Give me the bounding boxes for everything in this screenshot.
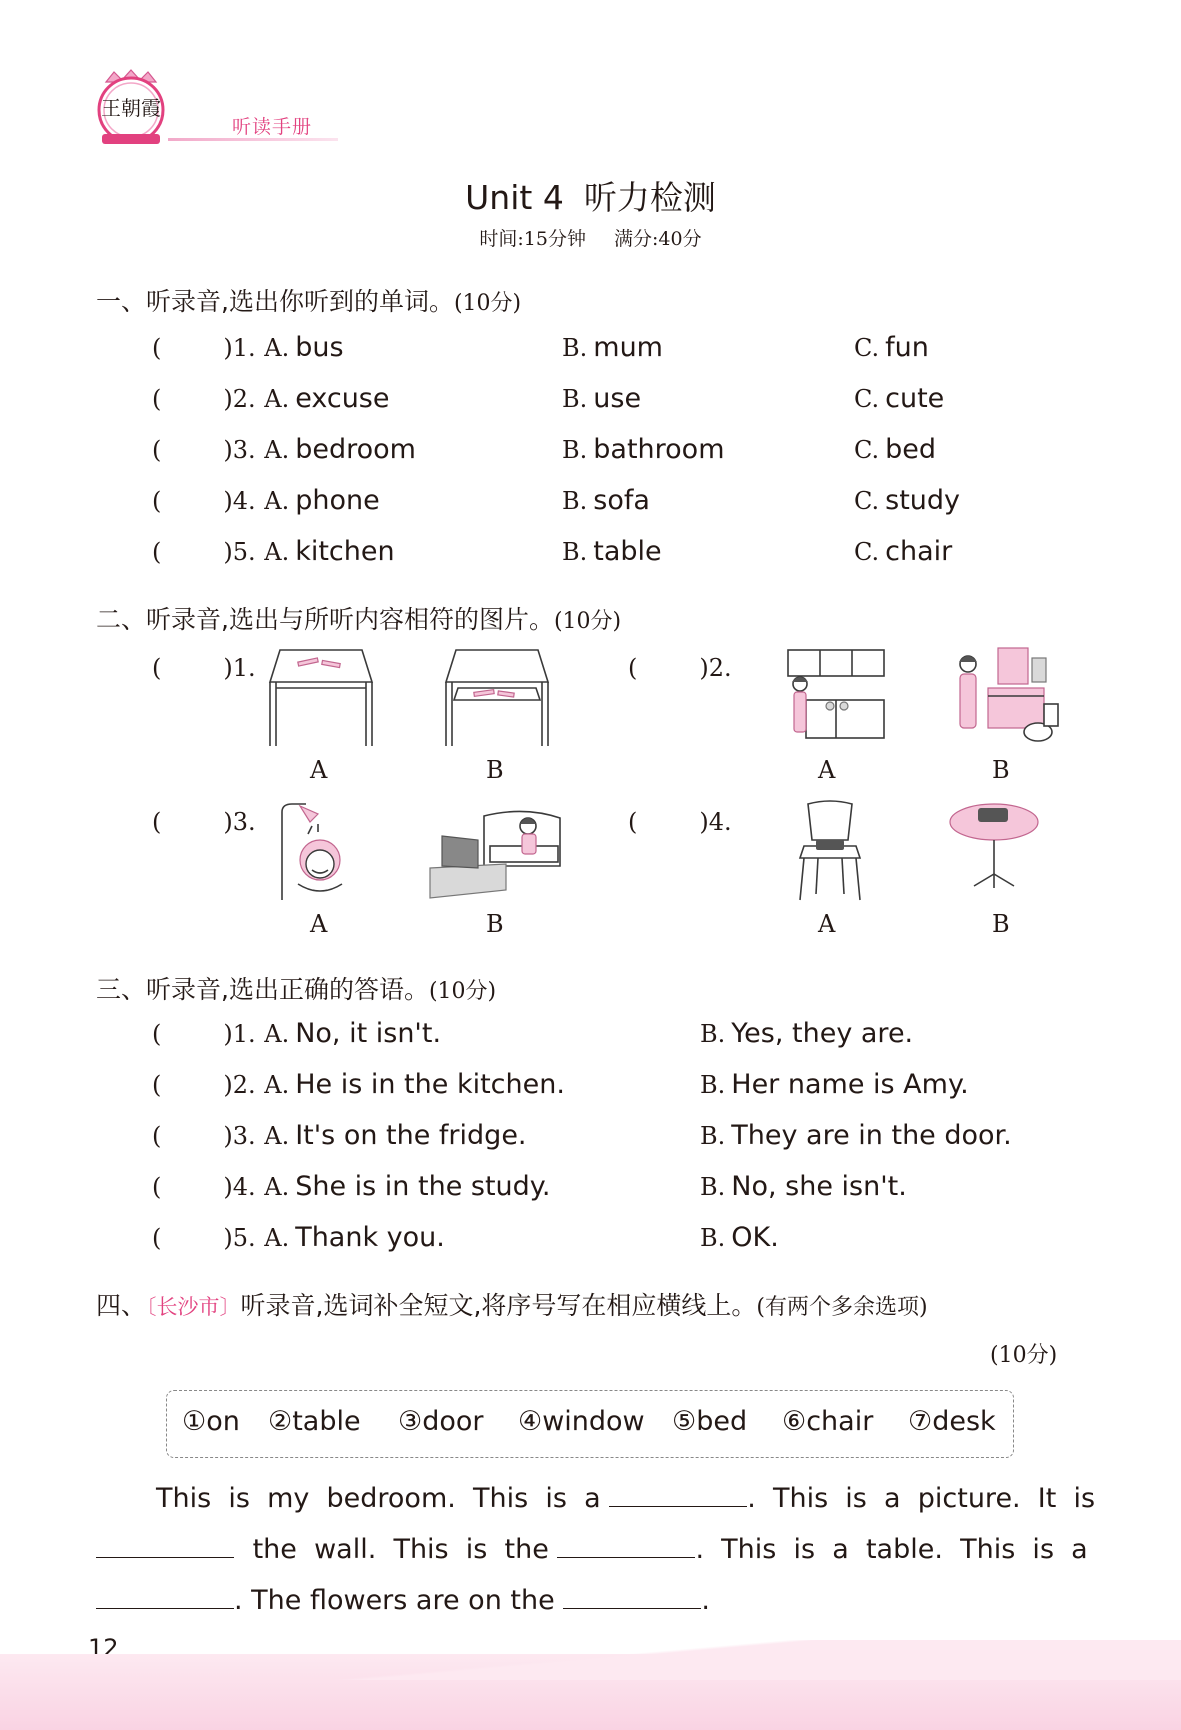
answer-paren[interactable]: (	[152, 385, 162, 413]
answer-paren[interactable]: (	[152, 1071, 162, 1099]
phone-on-round-table-image[interactable]	[948, 800, 1040, 890]
option-b-letter: B.	[700, 1122, 726, 1150]
list-item	[152, 1018, 441, 1049]
question-number: )1.	[223, 1020, 256, 1048]
girl-on-sofa-with-tv-image[interactable]	[428, 806, 564, 902]
boy-in-shower-image[interactable]	[268, 802, 368, 902]
word-option[interactable]: ④window	[518, 1406, 645, 1437]
option-b[interactable]: Her name is Amy.	[731, 1069, 969, 1100]
section1-heading	[96, 282, 521, 318]
question-number: )4.	[223, 1173, 256, 1201]
answer-blank[interactable]	[96, 1582, 234, 1609]
option-a-letter: A.	[264, 1224, 290, 1252]
picture-label-b: B	[992, 910, 1010, 938]
option-c-letter: C.	[854, 487, 880, 515]
logo-text: 王朝霞	[101, 96, 161, 120]
picture-label-a: A	[310, 910, 328, 938]
section1-points: (10分)	[453, 291, 522, 316]
answer-paren[interactable]: (	[152, 487, 162, 515]
subtitle-time: 时间:15分钟	[479, 228, 586, 250]
list-item	[152, 1120, 527, 1151]
option-a-letter: A.	[264, 385, 290, 413]
section3-heading	[96, 970, 496, 1006]
option-c-letter: C.	[854, 385, 880, 413]
section3-points: (10分)	[428, 979, 497, 1004]
answer-paren[interactable]: (	[152, 538, 162, 566]
option-a-letter: A.	[264, 1173, 290, 1201]
option-a-letter: A.	[264, 436, 290, 464]
list-item	[152, 1069, 565, 1100]
word-option[interactable]: ⑥chair	[782, 1406, 874, 1437]
option-a-letter: A.	[264, 1020, 290, 1048]
word-option[interactable]: ①on	[182, 1406, 240, 1437]
option-b[interactable]: OK.	[731, 1222, 779, 1253]
phone-on-chair-image[interactable]	[796, 800, 864, 902]
region-tag: 〔长沙市〕	[146, 1295, 241, 1319]
section4-heading	[96, 1286, 928, 1322]
answer-paren[interactable]: (	[628, 654, 638, 682]
option-b[interactable]: bathroom	[593, 434, 725, 465]
option-b[interactable]: Yes, they are.	[731, 1018, 914, 1049]
option-a[interactable]: No, it isn't.	[295, 1018, 442, 1049]
answer-paren[interactable]: (	[152, 334, 162, 362]
page-subtitle	[0, 224, 1181, 251]
option-b[interactable]: No, she isn't.	[731, 1171, 907, 1202]
question-number: )1.	[223, 334, 256, 362]
option-a[interactable]: bus	[295, 332, 344, 363]
option-a[interactable]: excuse	[295, 383, 390, 414]
option-a[interactable]: He is in the kitchen.	[295, 1069, 565, 1100]
passage-text: the wall. This is the	[252, 1534, 549, 1565]
word-option[interactable]: ②table	[268, 1406, 361, 1437]
option-b-cell	[562, 536, 662, 567]
question-number: )2.	[699, 654, 732, 682]
option-b-letter: B.	[562, 385, 588, 413]
option-b-cell	[700, 1171, 907, 1202]
list-item	[152, 1222, 445, 1253]
picture-label-b: B	[992, 756, 1010, 784]
girl-in-bathroom-image[interactable]	[948, 644, 1060, 744]
option-b[interactable]: They are in the door.	[731, 1120, 1012, 1151]
option-a[interactable]: kitchen	[295, 536, 395, 567]
answer-paren[interactable]: (	[152, 1224, 162, 1252]
section2-heading	[96, 600, 621, 636]
picture-question-1	[152, 652, 256, 683]
passage-line-1	[156, 1480, 1146, 1514]
word-option[interactable]: ③door	[398, 1406, 484, 1437]
title-unit: Unit 4	[465, 178, 564, 217]
question-number: )5.	[223, 538, 256, 566]
picture-label-a: A	[310, 756, 328, 784]
option-b-letter: B.	[562, 538, 588, 566]
option-c[interactable]: fun	[885, 332, 929, 363]
word-option[interactable]: ⑤bed	[672, 1406, 748, 1437]
option-b-cell	[562, 383, 641, 414]
question-number: )4.	[223, 487, 256, 515]
option-b-cell	[700, 1120, 1012, 1151]
list-item	[152, 1171, 551, 1202]
option-b-cell	[700, 1018, 913, 1049]
passage-line-3	[96, 1582, 1086, 1616]
list-item	[152, 434, 416, 465]
option-a-letter: A.	[264, 538, 290, 566]
girl-in-kitchen-image[interactable]	[786, 648, 886, 740]
option-b-cell	[562, 332, 663, 363]
list-item	[152, 485, 380, 516]
pencils-on-table-image[interactable]	[268, 648, 374, 748]
option-c[interactable]: study	[885, 485, 961, 516]
option-a[interactable]: bedroom	[295, 434, 416, 465]
option-c-cell	[854, 332, 929, 363]
subtitle-score: 满分:40分	[614, 228, 702, 250]
picture-label-a: A	[818, 756, 836, 784]
option-b-cell	[700, 1069, 969, 1100]
option-b-letter: B.	[562, 334, 588, 362]
answer-paren[interactable]: (	[152, 436, 162, 464]
option-b-cell	[700, 1222, 779, 1253]
picture-question-4	[628, 806, 732, 837]
option-c-cell	[854, 383, 944, 414]
list-item	[152, 332, 344, 363]
passage-text: . This is a picture. It is	[747, 1483, 1096, 1514]
option-c[interactable]: bed	[885, 434, 937, 465]
picture-label-b: B	[486, 756, 504, 784]
option-c-letter: C.	[854, 334, 880, 362]
answer-blank[interactable]	[557, 1531, 695, 1558]
option-b[interactable]: use	[593, 383, 642, 414]
answer-paren[interactable]: (	[152, 1020, 162, 1048]
list-item	[152, 536, 395, 567]
option-a-letter: A.	[264, 1071, 290, 1099]
option-b-letter: B.	[562, 436, 588, 464]
header-label: 听读手册	[232, 116, 313, 138]
question-number: )1.	[223, 654, 256, 682]
passage-text: .	[701, 1585, 710, 1616]
option-b[interactable]: sofa	[593, 485, 650, 516]
option-c-cell	[854, 536, 952, 567]
option-c-cell	[854, 485, 960, 516]
option-b-letter: B.	[700, 1173, 726, 1201]
option-b-letter: B.	[700, 1020, 726, 1048]
section4-heading-text: 听录音,选词补全短文,将序号写在相应横线上。	[240, 1291, 757, 1320]
page-title	[0, 172, 1181, 219]
option-a-letter: A.	[264, 1122, 290, 1150]
option-b[interactable]: table	[593, 536, 662, 567]
question-number: )2.	[223, 1071, 256, 1099]
answer-paren[interactable]: (	[152, 1122, 162, 1150]
picture-question-3	[152, 806, 256, 837]
passage-text: This is my bedroom. This is a	[156, 1483, 601, 1514]
option-c[interactable]: cute	[885, 383, 945, 414]
section1-heading-text: 一、听录音,选出你听到的单词。	[96, 287, 454, 316]
footer-band	[0, 1654, 1181, 1730]
passage-text: . This is a table. This is a	[695, 1534, 1088, 1565]
question-number: )5.	[223, 1224, 256, 1252]
picture-label-a: A	[818, 910, 836, 938]
option-a[interactable]: She is in the study.	[295, 1171, 551, 1202]
title-name: 听力检测	[583, 178, 716, 217]
option-c-letter: C.	[854, 538, 880, 566]
answer-blank[interactable]	[96, 1531, 234, 1558]
pencils-under-table-image[interactable]	[444, 648, 550, 748]
answer-paren[interactable]: (	[628, 808, 638, 836]
picture-label-b: B	[486, 910, 504, 938]
question-number: )3.	[223, 1122, 256, 1150]
option-c[interactable]: chair	[885, 536, 953, 567]
option-b[interactable]: mum	[593, 332, 663, 363]
section2-points: (10分)	[553, 609, 622, 634]
section4-points: (10分)	[990, 1343, 1058, 1368]
option-b-letter: B.	[562, 487, 588, 515]
section2-heading-text: 二、听录音,选出与所听内容相符的图片。	[96, 605, 554, 634]
picture-question-2	[628, 652, 732, 683]
question-number: )3.	[223, 436, 256, 464]
answer-paren[interactable]: (	[152, 1173, 162, 1201]
section4-prefix: 四、	[96, 1291, 147, 1320]
option-c-letter: C.	[854, 436, 880, 464]
answer-blank[interactable]	[563, 1582, 701, 1609]
option-a[interactable]: Thank you.	[295, 1222, 445, 1253]
option-b-letter: B.	[700, 1224, 726, 1252]
answer-paren[interactable]: (	[152, 808, 162, 836]
list-item	[152, 383, 389, 414]
word-option[interactable]: ⑦desk	[908, 1406, 996, 1437]
passage-line-2	[96, 1531, 1086, 1565]
section4-note: (有两个多余选项)	[756, 1295, 928, 1320]
question-number: )2.	[223, 385, 256, 413]
question-number: )3.	[223, 808, 256, 836]
answer-paren[interactable]: (	[152, 654, 162, 682]
question-number: )4.	[699, 808, 732, 836]
option-a[interactable]: It's on the fridge.	[295, 1120, 527, 1151]
option-a[interactable]: phone	[295, 485, 380, 516]
option-a-letter: A.	[264, 334, 290, 362]
option-c-cell	[854, 434, 936, 465]
option-b-cell	[562, 485, 650, 516]
section3-heading-text: 三、听录音,选出正确的答语。	[96, 975, 429, 1004]
option-b-cell	[562, 434, 725, 465]
option-b-letter: B.	[700, 1071, 726, 1099]
passage-text: . The flowers are on the	[234, 1585, 555, 1616]
answer-blank[interactable]	[609, 1480, 747, 1507]
option-a-letter: A.	[264, 487, 290, 515]
